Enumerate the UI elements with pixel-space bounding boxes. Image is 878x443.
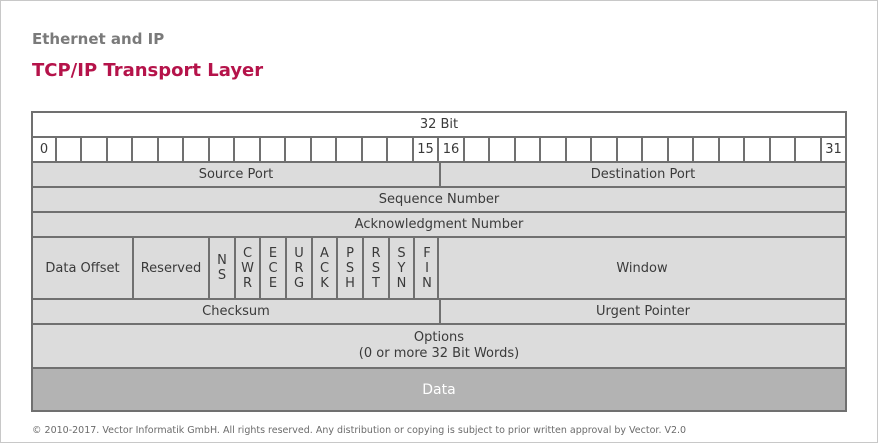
- bit-cell: [590, 136, 618, 163]
- options-field: [31, 323, 847, 369]
- flag-psh: [336, 236, 364, 300]
- flag-letter: K: [320, 275, 329, 291]
- bit-cell: 16: [437, 136, 465, 163]
- bit-cell: [310, 136, 337, 163]
- copyright-footer: © 2010-2017. Vector Informatik GmbH. All rights reserved. Any distribution or copying is subject to prior written approval by Vector. V2.0: [32, 425, 687, 436]
- flag-syn: [388, 236, 415, 300]
- destination-port-field: Destination Port: [439, 161, 847, 188]
- reserved-field: Reserved: [132, 236, 210, 300]
- bit-cell: [131, 136, 159, 163]
- sequence-number-field: Sequence Number: [31, 186, 847, 213]
- bit-cell: 15: [412, 136, 439, 163]
- urgent-pointer-field: Urgent Pointer: [439, 298, 847, 325]
- bit-cell: [794, 136, 822, 163]
- bit-cell: [335, 136, 363, 163]
- bit-cell: [718, 136, 745, 163]
- flag-letter: C: [319, 260, 330, 276]
- acknowledgment-number-field: Acknowledgment Number: [31, 211, 847, 238]
- flag-letter: T: [372, 275, 380, 291]
- flag-letter: S: [397, 245, 406, 261]
- flag-letter: C: [242, 245, 253, 261]
- flag-letter: I: [425, 260, 429, 276]
- bit-cell: [667, 136, 694, 163]
- flag-letter: U: [294, 245, 304, 261]
- bit-cell: [565, 136, 592, 163]
- bit-cell: [539, 136, 567, 163]
- flag-letter: F: [423, 245, 431, 261]
- bit-cell: [463, 136, 490, 163]
- page-title: TCP/IP Transport Layer: [32, 60, 264, 81]
- flag-ack: [311, 236, 338, 300]
- flag-letter: R: [242, 275, 253, 291]
- flag-letter: P: [346, 245, 354, 261]
- flag-letter: H: [345, 275, 355, 291]
- checksum-field: Checksum: [31, 298, 441, 325]
- flag-ns: [208, 236, 236, 300]
- flag-rst: [362, 236, 390, 300]
- flag-letter: R: [371, 245, 381, 261]
- bit-cell: [743, 136, 771, 163]
- flag-cwr: [234, 236, 261, 300]
- flag-letter: W: [241, 260, 254, 276]
- window-field: Window: [437, 236, 847, 300]
- bit-cell: [106, 136, 133, 163]
- flag-letter: S: [217, 268, 227, 283]
- tcp-header-diagram: [31, 111, 847, 412]
- flag-letter: C: [268, 260, 278, 276]
- flag-letter: N: [396, 275, 407, 291]
- bit-cell: [55, 136, 82, 163]
- bit-cell: 0: [31, 136, 57, 163]
- flag-urg: [285, 236, 313, 300]
- bit-cell: [692, 136, 720, 163]
- bit-cell: [208, 136, 235, 163]
- bit-cell: [641, 136, 669, 163]
- flag-letter: A: [320, 245, 329, 261]
- flag-letter: S: [345, 260, 355, 276]
- flag-letter: G: [293, 275, 305, 291]
- bit-cell: [259, 136, 286, 163]
- data-offset-field: Data Offset: [31, 236, 134, 300]
- bit-cell: [157, 136, 184, 163]
- bit-cell: [233, 136, 261, 163]
- bit-cell: [514, 136, 541, 163]
- flag-letter: N: [422, 275, 432, 291]
- options-note: (0 or more 32 Bit Words): [358, 346, 520, 361]
- bit-cell: [361, 136, 388, 163]
- bit-cell: [182, 136, 210, 163]
- bit-cell: [616, 136, 643, 163]
- source-port-field: Source Port: [31, 161, 441, 188]
- flag-ece: [259, 236, 287, 300]
- section-subtitle: Ethernet and IP: [32, 30, 165, 48]
- flag-letter: S: [371, 260, 381, 276]
- width-label: 32 Bit: [31, 111, 847, 138]
- flag-letter: E: [268, 275, 278, 291]
- bit-cell: [386, 136, 414, 163]
- options-label: Options: [413, 330, 465, 345]
- flag-letter: R: [294, 260, 304, 276]
- flag-letter: Y: [397, 260, 406, 276]
- bit-cell: [80, 136, 108, 163]
- data-field: Data: [31, 367, 847, 412]
- bit-cell: [284, 136, 312, 163]
- flag-letter: E: [268, 245, 278, 261]
- flag-letter: N: [217, 253, 227, 268]
- bit-cell: [488, 136, 516, 163]
- bit-cell: [769, 136, 796, 163]
- bit-cell: 31: [820, 136, 847, 163]
